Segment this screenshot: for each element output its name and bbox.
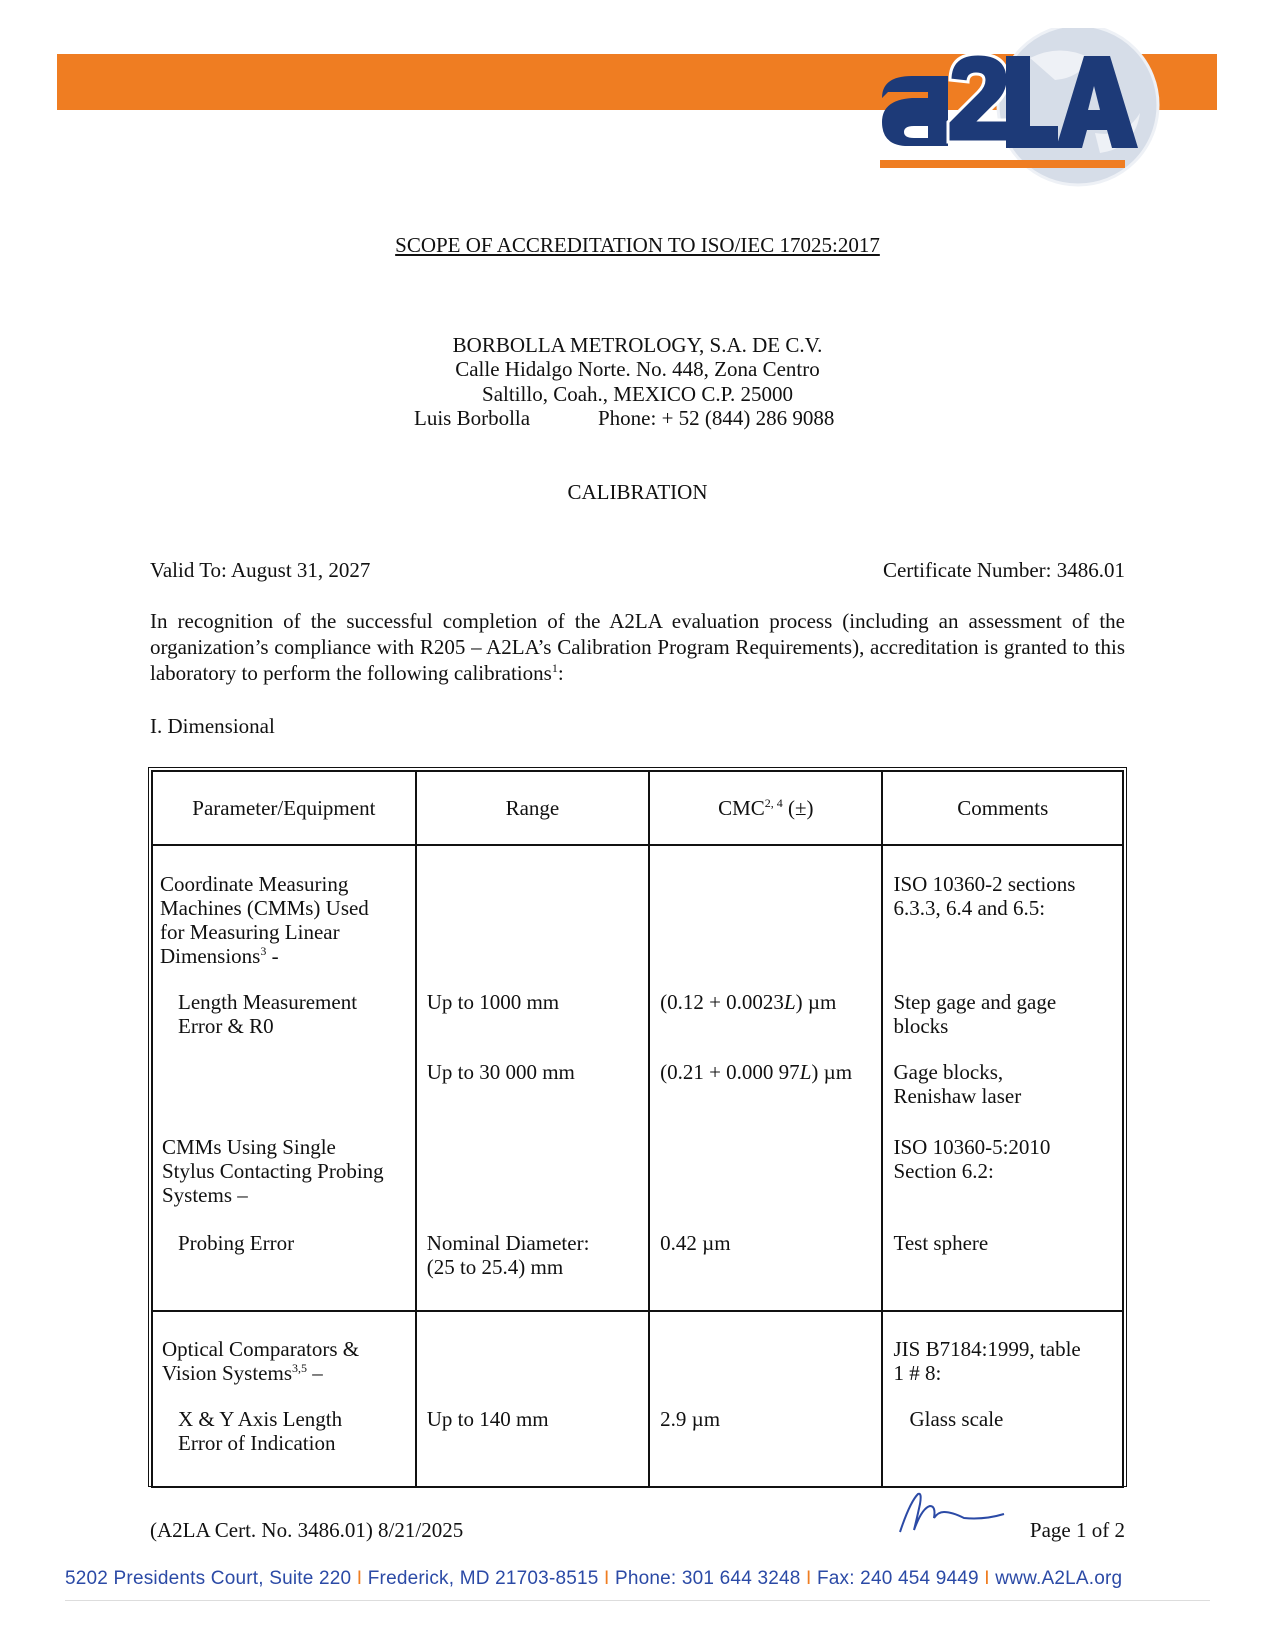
probe-group-line: Systems – xyxy=(162,1183,248,1207)
optical-comments-cell xyxy=(882,1311,1123,1487)
cmm-group-line: Coordinate Measuring xyxy=(160,872,349,896)
header-comments: Comments xyxy=(882,771,1123,845)
probe-range-line: (25 to 25.4) mm xyxy=(426,1255,564,1279)
header-cmc: CMC$^{2, 4}$ (±) xyxy=(649,771,882,845)
lme-param-line: Length Measurement xyxy=(178,990,358,1014)
page-title: SCOPE OF ACCREDITATION TO ISO/IEC 17025:2017 xyxy=(395,233,880,257)
optical-comment-line: 1 # 8: xyxy=(893,1361,942,1385)
a2la-logo xyxy=(880,28,1180,198)
cmc-1: (0.12 + 0.0023L) µm xyxy=(660,990,837,1014)
comment-2-line: Renishaw laser xyxy=(893,1084,1022,1108)
lme-param-line: Error & R0 xyxy=(178,1014,274,1038)
optical-cmc-cell xyxy=(649,1311,882,1487)
page-number: Page 1 of 2 xyxy=(1029,1518,1125,1542)
footer-address: 5202 Presidents Court, Suite 220 I Frederick, MD 21703-8515 I Phone: 301 644 3248 I Fax: 240 454 9449 I www.A2LA.org xyxy=(65,1568,1123,1589)
field-heading: CALIBRATION xyxy=(567,480,708,504)
probe-param: Probing Error xyxy=(178,1231,295,1255)
intro-paragraph: In recognition of the successful completion of the A2LA evaluation process (including an assessment of the organization’s compliance with R205 – A2LA’s Calibration Program Requirements), accreditation is granted to this laboratory to perform the following calibrations$^1$: xyxy=(150,609,1125,685)
cmm-comment-line: 6.3.3, 6.4 and 6.5: xyxy=(893,896,1046,920)
cmm-comment-line: ISO 10360-2 sections xyxy=(893,872,1076,896)
optical-comment: Glass scale xyxy=(909,1407,1004,1431)
header-parameter: Parameter/Equipment xyxy=(152,771,416,845)
probe-comment-line: ISO 10360-5:2010 xyxy=(893,1135,1051,1159)
table-row xyxy=(152,845,1123,1311)
optical-range: Up to 140 mm xyxy=(426,1407,549,1431)
probe-group-line: Stylus Contacting Probing xyxy=(162,1159,384,1183)
valid-to: Valid To: August 31, 2027 xyxy=(150,558,371,582)
cmc-2: (0.21 + 0.000 97L) µm xyxy=(660,1060,853,1084)
range-2: Up to 30 000 mm xyxy=(426,1060,575,1084)
probe-range-line: Nominal Diameter: xyxy=(426,1231,590,1255)
table-header-row xyxy=(152,771,1123,845)
section-title: I. Dimensional xyxy=(150,714,275,738)
footer-rule xyxy=(65,1600,1210,1601)
range-1: Up to 1000 mm xyxy=(426,990,560,1014)
optical-comment-line: JIS B7184:1999, table xyxy=(893,1337,1081,1361)
cmm-group-line: Machines (CMMs) Used xyxy=(160,896,369,920)
comment-1-line: blocks xyxy=(893,1014,949,1038)
optical-parameter-cell xyxy=(152,1311,416,1487)
cmm-comments-cell xyxy=(882,845,1123,1311)
probe-cmc: 0.42 µm xyxy=(660,1231,731,1255)
table-row xyxy=(152,1311,1123,1487)
optical-group-line: Vision Systems$^{3,5}$ – xyxy=(162,1361,323,1385)
cmm-group-line: Dimensions$^3$ - xyxy=(160,944,279,968)
cmm-range-cell xyxy=(416,845,649,1311)
probe-comment-line: Section 6.2: xyxy=(893,1159,994,1183)
cmm-group-line: for Measuring Linear xyxy=(160,920,340,944)
lab-street: Calle Hidalgo Norte. No. 448, Zona Centro xyxy=(455,357,820,381)
lab-contact: Luis Borbolla xyxy=(414,406,531,430)
comment-2-line: Gage blocks, xyxy=(893,1060,1004,1084)
header-range: Range xyxy=(416,771,649,845)
lab-name: BORBOLLA METROLOGY, S.A. DE C.V. xyxy=(452,333,823,357)
signature-mark xyxy=(895,1490,1015,1540)
probe-comment: Test sphere xyxy=(893,1231,989,1255)
cmm-cmc-cell xyxy=(649,845,882,1311)
comment-1-line: Step gage and gage xyxy=(893,990,1057,1014)
footer-cert: (A2LA Cert. No. 3486.01) 8/21/2025 xyxy=(150,1518,464,1542)
lab-phone: Phone: + 52 (844) 286 9088 xyxy=(598,406,835,430)
scope-table xyxy=(148,767,1127,1487)
optical-param-line: X & Y Axis Length xyxy=(178,1407,343,1431)
optical-param-line: Error of Indication xyxy=(178,1431,336,1455)
certificate-number: Certificate Number: 3486.01 xyxy=(882,558,1125,582)
cmm-parameter-cell xyxy=(152,845,416,1311)
optical-cmc: 2.9 µm xyxy=(660,1407,721,1431)
optical-group-line: Optical Comparators & xyxy=(162,1337,360,1361)
lab-city: Saltillo, Coah., MEXICO C.P. 25000 xyxy=(482,382,793,406)
probe-group-line: CMMs Using Single xyxy=(162,1135,336,1159)
optical-range-cell xyxy=(416,1311,649,1487)
